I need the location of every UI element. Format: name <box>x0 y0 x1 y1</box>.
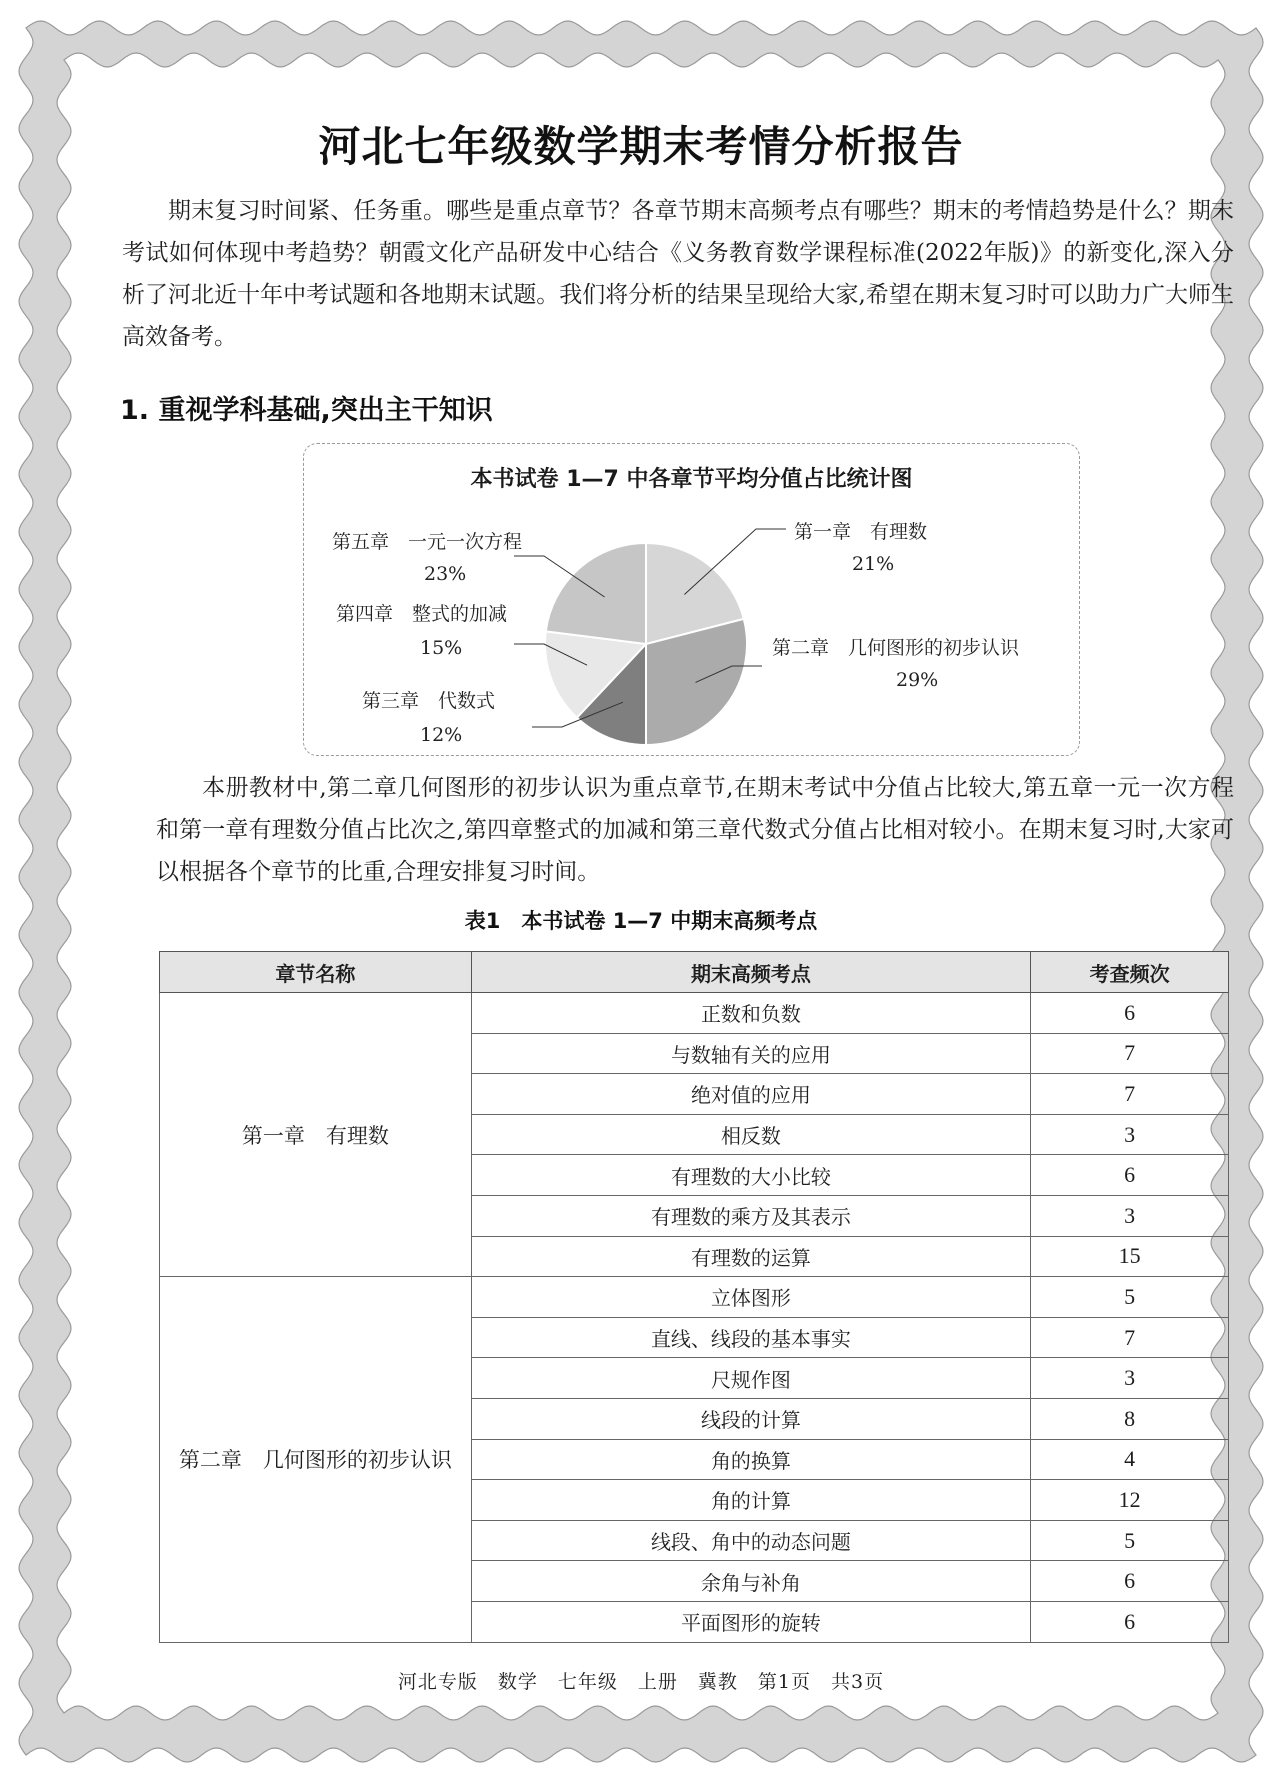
count-cell: 8 <box>1031 1398 1229 1439</box>
chapter-cell: 第一章 有理数 <box>160 993 472 1277</box>
header-point: 期末高频考点 <box>471 952 1030 993</box>
chart-title: 本书试卷 1—7 中各章节平均分值占比统计图 <box>470 467 913 492</box>
pie-chart-box <box>303 443 1080 756</box>
pie-label-chapter2-pct: 29% <box>896 669 939 691</box>
count-cell: 7 <box>1031 1317 1229 1358</box>
point-cell: 相反数 <box>471 1114 1030 1155</box>
table-row <box>160 1277 1229 1318</box>
analysis-paragraph: 本册教材中,第二章几何图形的初步认识为重点章节,在期末考试中分值占比较大,第五章一元一次方程和第一章有理数分值占比次之,第四章整式的加减和第三章代数式分值占比相对较小。在期末复习时,大家可以根据各个章节的比重,合理安排复习时间。 <box>156 775 1234 885</box>
count-cell: 15 <box>1031 1236 1229 1277</box>
frequency-table <box>159 951 1229 1643</box>
count-cell: 7 <box>1031 1033 1229 1074</box>
pie-label-chapter4-name: 第四章 整式的加减 <box>336 603 508 625</box>
point-cell: 角的计算 <box>471 1480 1030 1521</box>
section-heading: 1. 重视学科基础,突出主干知识 <box>120 395 493 426</box>
page-title: 河北七年级数学期末考情分析报告 <box>318 122 964 171</box>
count-cell: 5 <box>1031 1277 1229 1318</box>
pie-label-chapter1-name: 第一章 有理数 <box>794 521 928 543</box>
pie-label-chapter1-pct: 21% <box>852 553 895 575</box>
point-cell: 平面图形的旋转 <box>471 1601 1030 1642</box>
point-cell: 有理数的运算 <box>471 1236 1030 1277</box>
count-cell: 6 <box>1031 1601 1229 1642</box>
pie-label-chapter4-pct: 15% <box>420 637 463 659</box>
header-count: 考查频次 <box>1031 952 1229 993</box>
table-row <box>160 993 1229 1034</box>
table-header-row <box>160 952 1229 993</box>
point-cell: 余角与补角 <box>471 1561 1030 1602</box>
point-cell: 绝对值的应用 <box>471 1074 1030 1115</box>
pie-label-chapter1 <box>794 520 927 576</box>
point-cell: 直线、线段的基本事实 <box>471 1317 1030 1358</box>
pie-label-chapter3 <box>362 689 495 747</box>
pie-label-chapter3-pct: 12% <box>420 724 463 746</box>
pie-label-chapter5-name: 第五章 一元一次方程 <box>332 531 523 553</box>
count-cell: 3 <box>1031 1114 1229 1155</box>
pie-label-chapter3-name: 第三章 代数式 <box>362 690 496 712</box>
point-cell: 角的换算 <box>471 1439 1030 1480</box>
pie-label-chapter4 <box>336 602 507 660</box>
count-cell: 5 <box>1031 1520 1229 1561</box>
count-cell: 3 <box>1031 1358 1229 1399</box>
intro-paragraph: 期末复习时间紧、任务重。哪些是重点章节？各章节期末高频考点有哪些？期末的考情趋势是什么？期末考试如何体现中考趋势？朝霞文化产品研发中心结合《义务教育数学课程标准(2022年版)》的新变化,深入分析了河北近十年中考试题和各地期末试题。我们将分析的结果呈现给大家,希望在期末复习时可以助力广大师生高效备考。 <box>122 198 1234 350</box>
pie-label-chapter2 <box>772 636 1019 692</box>
header-chapter: 章节名称 <box>160 952 472 993</box>
count-cell: 6 <box>1031 1561 1229 1602</box>
point-cell: 线段、角中的动态问题 <box>471 1520 1030 1561</box>
pie-label-chapter5-pct: 23% <box>424 563 467 585</box>
pie-label-chapter5 <box>332 530 522 586</box>
point-cell: 有理数的乘方及其表示 <box>471 1195 1030 1236</box>
table-caption: 表1 本书试卷 1—7 中期末高频考点 <box>464 909 818 933</box>
point-cell: 线段的计算 <box>471 1398 1030 1439</box>
count-cell: 6 <box>1031 993 1229 1034</box>
count-cell: 3 <box>1031 1195 1229 1236</box>
point-cell: 与数轴有关的应用 <box>471 1033 1030 1074</box>
point-cell: 有理数的大小比较 <box>471 1155 1030 1196</box>
point-cell: 立体图形 <box>471 1277 1030 1318</box>
point-cell: 尺规作图 <box>471 1358 1030 1399</box>
pie-slice-chapter5 <box>546 543 646 644</box>
count-cell: 12 <box>1031 1480 1229 1521</box>
count-cell: 4 <box>1031 1439 1229 1480</box>
page-footer: 河北专版 数学 七年级 上册 冀教 第1页 共3页 <box>397 1671 885 1693</box>
chapter-cell: 第二章 几何图形的初步认识 <box>160 1277 472 1642</box>
pie-label-chapter2-name: 第二章 几何图形的初步认识 <box>772 637 1020 659</box>
point-cell: 正数和负数 <box>471 993 1030 1034</box>
count-cell: 6 <box>1031 1155 1229 1196</box>
count-cell: 7 <box>1031 1074 1229 1115</box>
